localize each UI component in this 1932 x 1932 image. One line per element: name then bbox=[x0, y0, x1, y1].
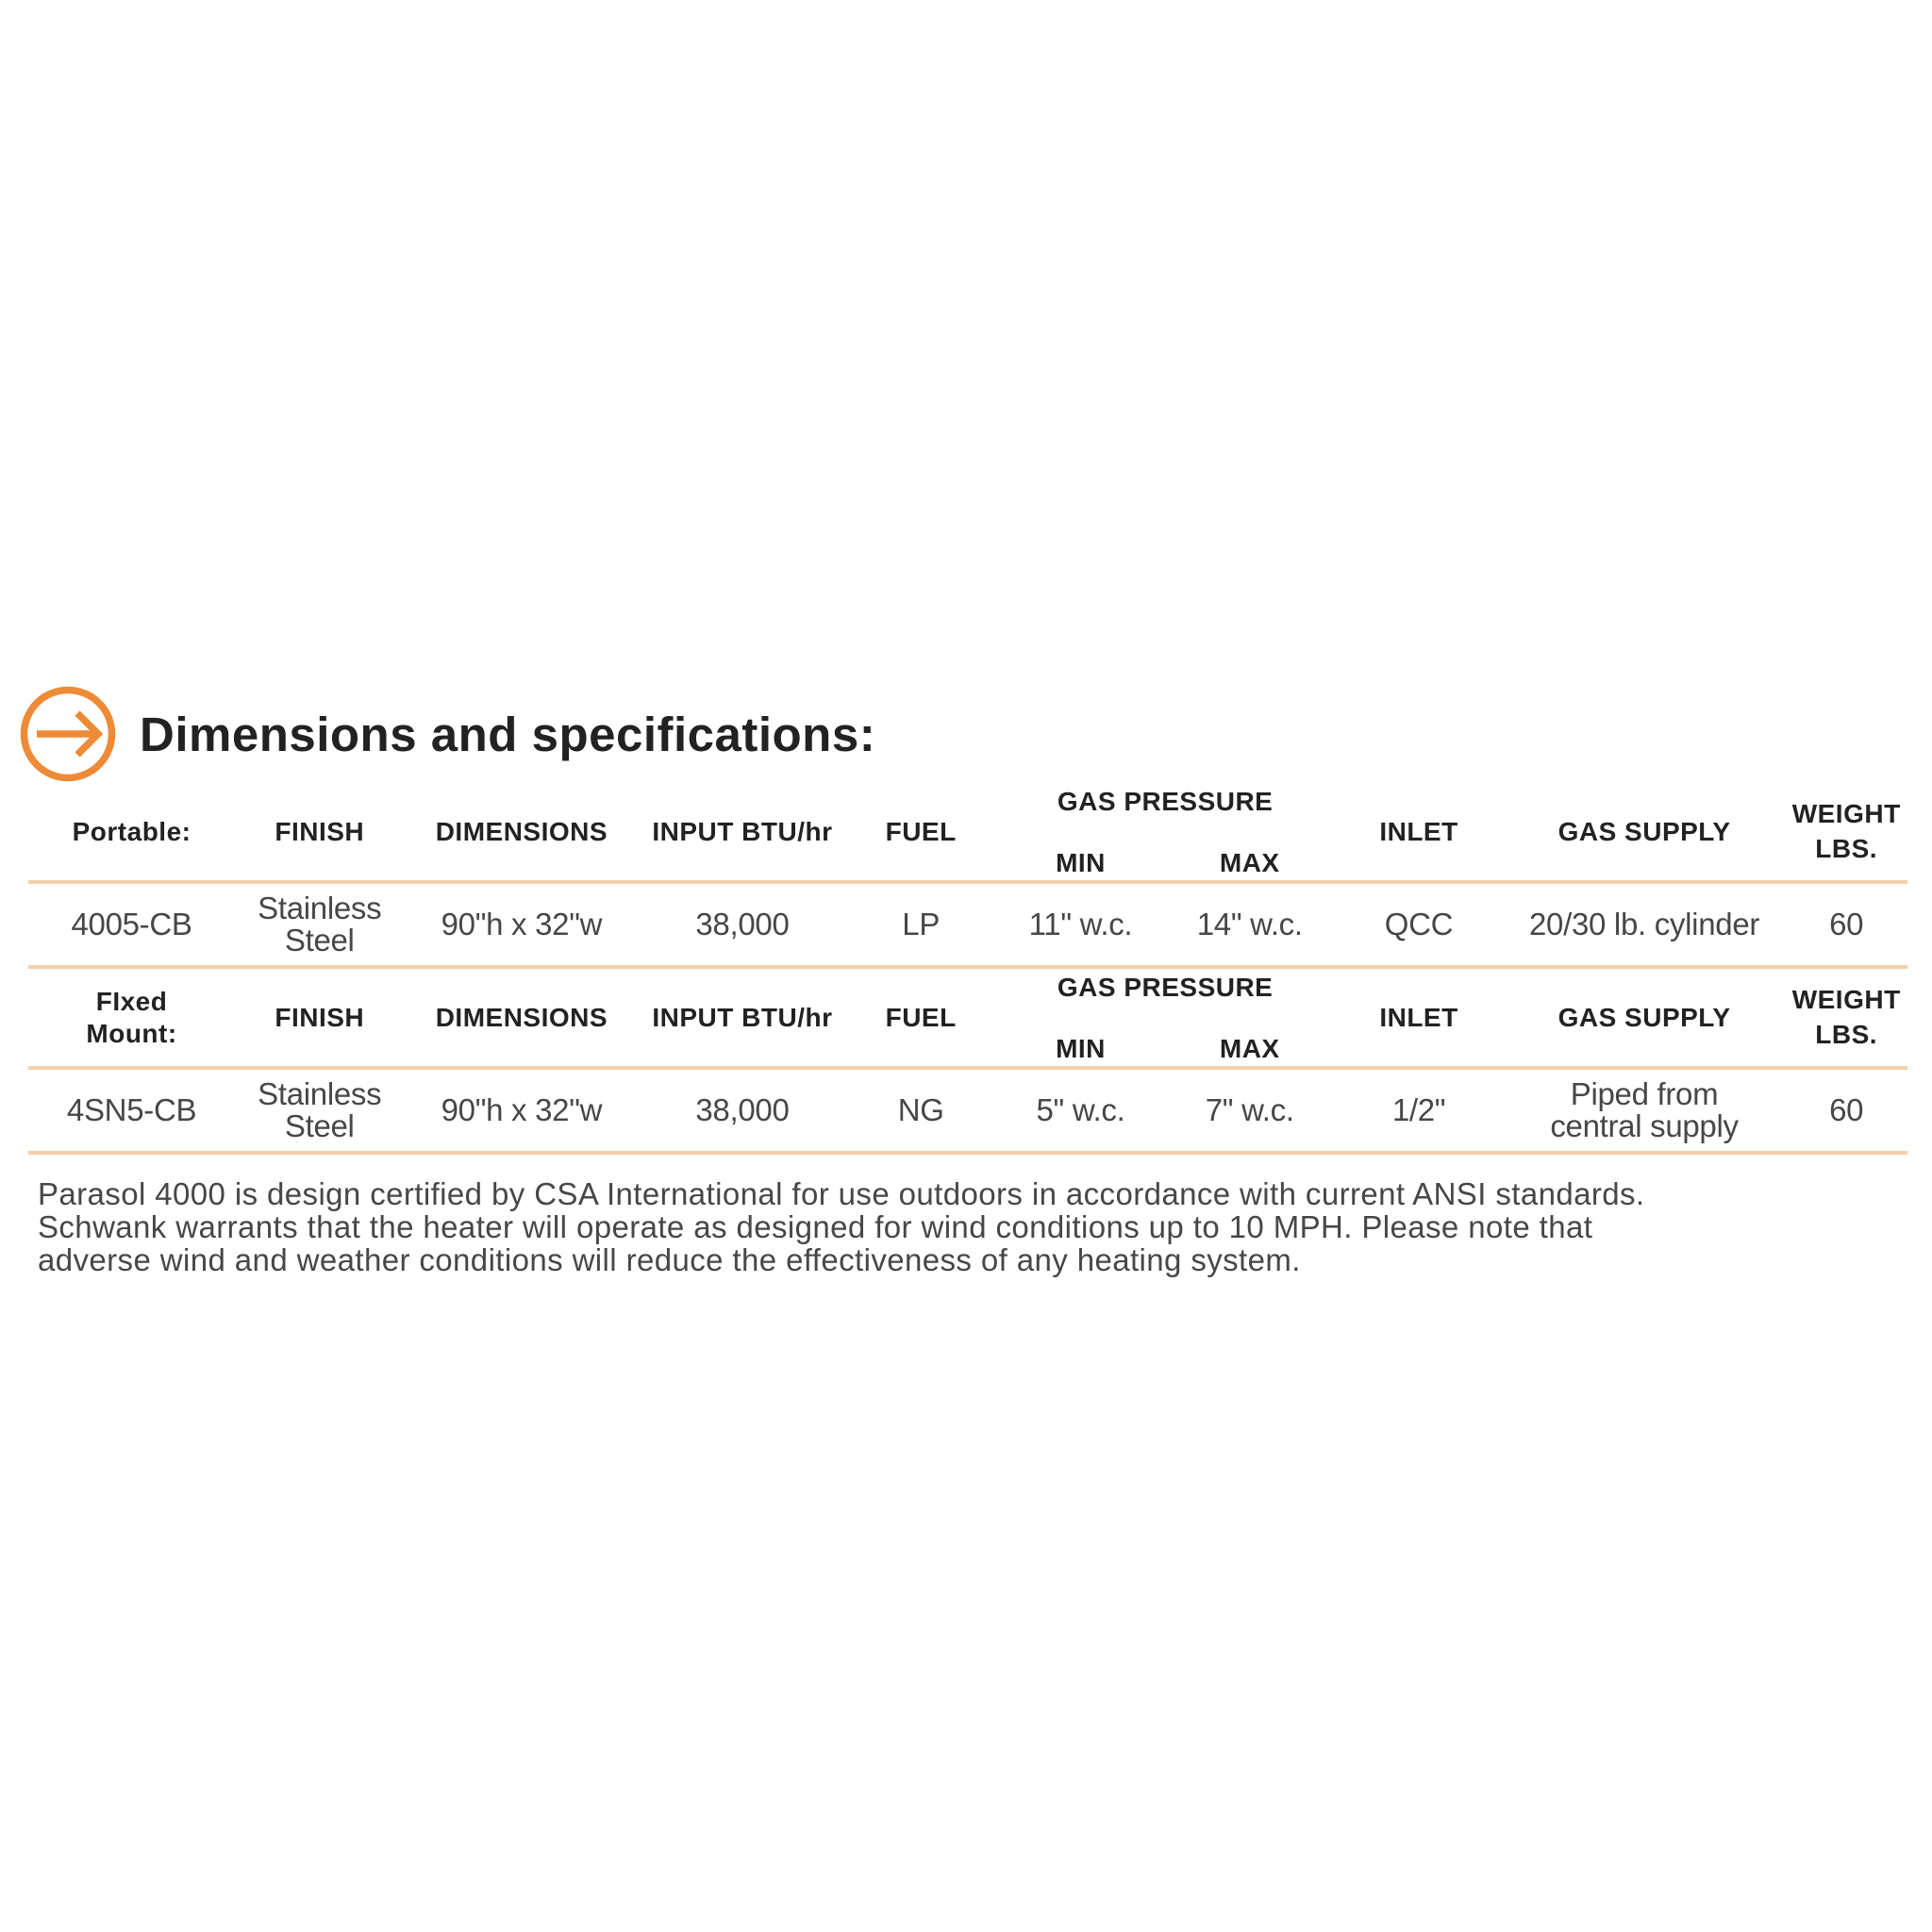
header-cell-dimensions: DIMENSIONS bbox=[435, 1002, 608, 1032]
cell-dimensions: 90"h x 32"w bbox=[441, 1092, 603, 1127]
header-group-gas-pressure bbox=[996, 783, 1335, 880]
table-row-fixed-mount-4sn5-cb bbox=[28, 1070, 1907, 1155]
spec-table bbox=[28, 783, 1907, 1155]
header-cell-fuel: FUEL bbox=[885, 1002, 957, 1032]
gas-pressure-minmax-row bbox=[996, 848, 1335, 878]
header-cell-inlet: INLET bbox=[1379, 816, 1458, 846]
arrow-right-circle-icon bbox=[19, 685, 117, 783]
certification-note-line: Parasol 4000 is design certified by CSA International for use outdoors in accordance with current ANSI standards. bbox=[38, 1176, 1645, 1211]
header-group-gas-pressure bbox=[996, 969, 1335, 1066]
cell-input-btu: 38,000 bbox=[695, 907, 790, 941]
header-cell-gas-pressure: GAS PRESSURE bbox=[1057, 787, 1274, 816]
section-label-fixed-mount: FIxed Mount: bbox=[86, 986, 177, 1048]
header-cell-max: MAX bbox=[1219, 1034, 1280, 1063]
cell-inlet: QCC bbox=[1384, 907, 1454, 941]
cell-gas-pressure-min: 11" w.c. bbox=[1028, 907, 1133, 941]
cell-gas-pressure-min: 5" w.c. bbox=[1036, 1092, 1125, 1127]
table-row-portable-4005-cb bbox=[28, 884, 1907, 969]
cell-fuel: LP bbox=[902, 907, 941, 941]
gas-pressure-minmax-row bbox=[996, 1034, 1335, 1064]
header-cell-gas-supply: GAS SUPPLY bbox=[1557, 816, 1731, 846]
arrow-right-circle-svg bbox=[19, 685, 117, 783]
cell-weight: 60 bbox=[1829, 907, 1864, 941]
page-title: Dimensions and specifications: bbox=[140, 707, 876, 761]
cell-gas-pressure-max: 14" w.c. bbox=[1196, 907, 1303, 941]
section-label-portable: Portable: bbox=[72, 816, 192, 846]
header-cell-gas-supply: GAS SUPPLY bbox=[1557, 1002, 1731, 1032]
table-header-portable bbox=[28, 783, 1907, 884]
cell-dimensions: 90"h x 32"w bbox=[441, 907, 603, 941]
certification-note-line: adverse wind and weather conditions will reduce the effectiveness of any heating system. bbox=[38, 1242, 1301, 1277]
header-cell-section-label bbox=[28, 816, 235, 848]
certification-note bbox=[38, 1177, 1644, 1276]
cell-finish bbox=[235, 1078, 404, 1142]
cell-weight: 60 bbox=[1829, 1092, 1864, 1127]
cell-inlet: 1/2" bbox=[1391, 1092, 1446, 1127]
header-cell-finish: FINISH bbox=[275, 1002, 365, 1032]
cell-gas-supply bbox=[1504, 1078, 1786, 1142]
certification-note-line: Schwank warrants that the heater will operate as designed for wind conditions up to 10 MPH. Please note that bbox=[38, 1209, 1593, 1244]
finish-text: Stainless Steel bbox=[258, 1076, 382, 1143]
header-cell-weight: WEIGHT LBS. bbox=[1791, 799, 1901, 863]
cell-input-btu: 38,000 bbox=[695, 1092, 790, 1127]
cell-gas-supply: 20/30 lb. cylinder bbox=[1528, 907, 1760, 941]
header-cell-fuel: FUEL bbox=[885, 816, 957, 846]
gas-supply-text: Piped from central supply bbox=[1550, 1076, 1739, 1143]
cell-fuel: NG bbox=[897, 1092, 944, 1127]
cell-finish bbox=[235, 892, 404, 957]
cell-model: 4SN5-CB bbox=[66, 1092, 197, 1127]
header-cell-gas-pressure: GAS PRESSURE bbox=[1057, 973, 1274, 1002]
header-cell-finish: FINISH bbox=[275, 816, 365, 846]
header-cell-max: MAX bbox=[1219, 848, 1280, 877]
table-header-fixed-mount bbox=[28, 969, 1907, 1070]
cell-gas-pressure-max: 7" w.c. bbox=[1205, 1092, 1294, 1127]
header-cell-input-btu: INPUT BTU/hr bbox=[652, 816, 833, 846]
header-cell-inlet: INLET bbox=[1379, 1002, 1458, 1032]
finish-text: Stainless Steel bbox=[258, 891, 382, 958]
header-cell-min: MIN bbox=[1056, 848, 1106, 877]
header-cell-min: MIN bbox=[1056, 1034, 1106, 1063]
header-cell-weight: WEIGHT LBS. bbox=[1791, 985, 1901, 1049]
header-cell-section-label bbox=[28, 986, 235, 1049]
header-cell-input-btu: INPUT BTU/hr bbox=[652, 1002, 833, 1032]
header-cell-dimensions: DIMENSIONS bbox=[435, 816, 608, 846]
section-title-row bbox=[19, 685, 875, 783]
cell-model: 4005-CB bbox=[71, 907, 192, 941]
